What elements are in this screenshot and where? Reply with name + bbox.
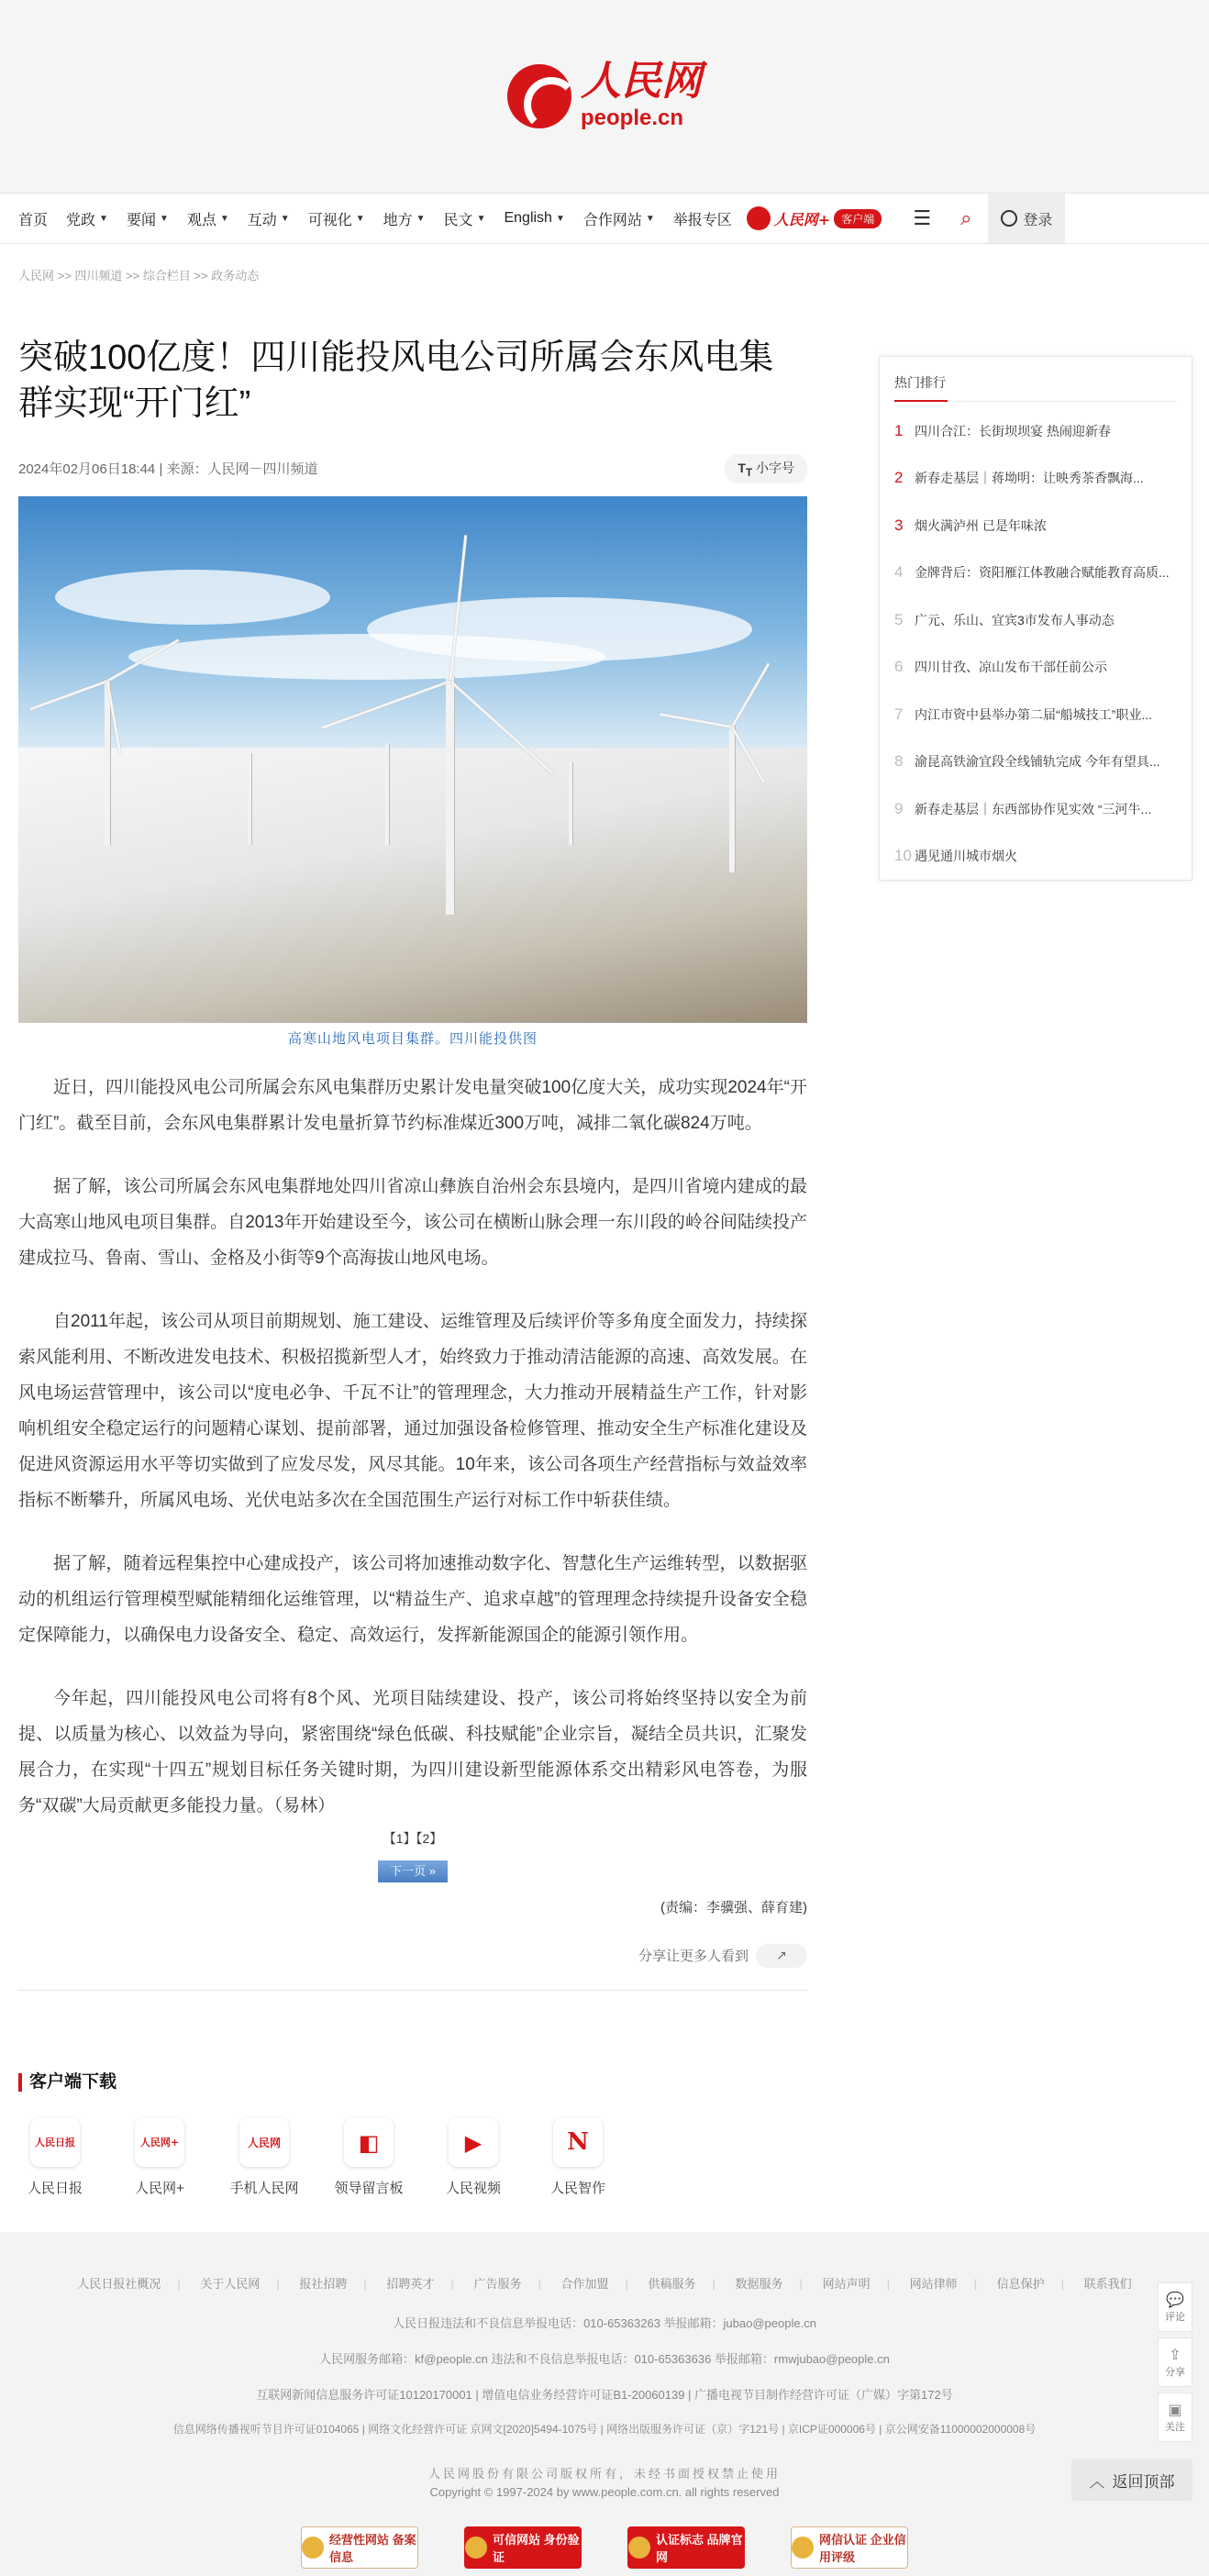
font-size-button[interactable]: $T_T$ 小字号 bbox=[725, 454, 807, 483]
share-arrow-icon: ↗ bbox=[776, 1948, 787, 1963]
app-renmin-ribao[interactable]: 人民日报 人民日报 bbox=[18, 2117, 92, 2197]
hot-item[interactable]: 5 广元、乐山、宜宾3市发布人事动态 bbox=[894, 610, 1115, 628]
share-text: 分享让更多人看到 bbox=[638, 1949, 749, 1965]
app-leader-board[interactable]: ◧ 领导留言板 bbox=[332, 2117, 405, 2197]
header-banner bbox=[0, 0, 1209, 193]
article bbox=[18, 335, 807, 1991]
footer-link[interactable]: 网站声明 bbox=[822, 2277, 871, 2291]
follow-icon: ▣ bbox=[1168, 2403, 1182, 2418]
chevron-down-icon: ▼ bbox=[280, 213, 290, 224]
follow-button[interactable]: ▣ 关注 bbox=[1158, 2393, 1192, 2442]
publish-info: 2024年02月06日18:44 | 来源：人民网－四川频道 bbox=[18, 461, 318, 478]
chevron-down-icon: ▼ bbox=[99, 213, 108, 224]
user-icon bbox=[1001, 210, 1017, 227]
pagination[interactable]: 【1】【2】 bbox=[383, 1830, 443, 1846]
article-paragraph: 近日，四川能投风电公司所属会东风电集群历史累计发电量突破100亿度大关，成功实现2024年“开门红”。截至目前，会东风电集群累计发电量折算节约标准煤近300万吨，减排二氧化碳824万吨。 bbox=[18, 1077, 807, 1133]
footer-link[interactable]: 网站律师 bbox=[909, 2277, 958, 2291]
chevron-down-icon: ▼ bbox=[159, 213, 169, 224]
copyright-en: Copyright © 1997-2024 by www.people.com.cn. all rights reserved bbox=[429, 2485, 780, 2499]
app-people-video[interactable]: ▶ 人民视频 bbox=[437, 2117, 510, 2197]
chevron-down-icon: ▼ bbox=[555, 213, 565, 224]
article-paragraph: 自2011年起，该公司从项目前期规划、施工建设、运维管理及后续评价等多角度全面发力，持续探索风能利用、不断改进发电技术、积极招揽新型人才，始终致力于推动清洁能源的高速、高效发展。在风电场运营管理中，该公司以“度电必争、千瓦不让”的管理理念，大力推动开展精益生产工作，针对影响机组安全稳定运行的问题精心谋划、提前部署，通过加强设备检修管理、推动安全生产标准化建设及促进风资源运用水平等切实做到了应发尽发，风尽其能。10年来，该公司各项生产经营指标与效益效率指标不断攀升，所属风电场、光伏电站多次在全国范围生产运行对标工作中斩获佳绩。 bbox=[18, 1311, 807, 1510]
hot-item[interactable]: 9 新春走基层｜东西部协作见实效 “三河牛... bbox=[894, 799, 1152, 817]
nav-guandian[interactable]: 观点 ▼ bbox=[186, 212, 229, 228]
badge-trusted-site[interactable]: 可信网站 身份验证 bbox=[464, 2526, 582, 2569]
app-pill: 客户端 bbox=[834, 209, 882, 228]
nav-difang[interactable]: 地方 ▼ bbox=[383, 212, 426, 228]
credit-seal-icon bbox=[792, 2537, 814, 2559]
app-downloads-title: 客户端下载 bbox=[18, 2073, 807, 2092]
footer-links: 人民日报社概况 | 关于人民网 | 报社招聘 | 招聘英才 | 广告服务 | 合作加盟 | 供稿服务 | 数据服务 | 网站声明 | 网站律师 | 信息保护 | 联系我们 bbox=[0, 2274, 1209, 2292]
back-to-top-button[interactable]: ︿ 返回顶部 bbox=[1071, 2459, 1192, 2501]
footer-permit-line: 信息网络传播视听节目许可证0104065 | 网络文化经营许可证 京网文[2020]5494-1075号 | 网络出版服务许可证（京）字121号 | 京ICP证000006号 | 京公网安备11000002000008号 bbox=[172, 2423, 1037, 2436]
article-photo bbox=[18, 496, 807, 1023]
logo-emblem-icon bbox=[507, 64, 571, 128]
chevron-up-icon: ︿ bbox=[1089, 2472, 1105, 2491]
main-nav bbox=[0, 193, 1209, 244]
app-renmin-wang-plus[interactable]: 人民网+ 人民网+ bbox=[123, 2117, 196, 2197]
footer-link[interactable]: 数据服务 bbox=[735, 2277, 783, 2291]
divider bbox=[18, 1990, 807, 1991]
search-icon[interactable]: ⌕ bbox=[960, 206, 972, 229]
nav-minwen[interactable]: 民文 ▼ bbox=[443, 212, 486, 228]
nav-home[interactable]: 首页 bbox=[18, 212, 49, 228]
footer-license-line: 互联网新闻信息服务许可证10120170001 | 增值电信业务经营许可证B1-20060139 | 广播电视节目制作经营许可证（广媒）字第172号 bbox=[256, 2388, 953, 2402]
footer-link[interactable]: 报社招聘 bbox=[299, 2277, 348, 2291]
check-shield-icon bbox=[465, 2537, 487, 2559]
site-logo[interactable] bbox=[507, 58, 702, 131]
hot-ranking-panel bbox=[879, 356, 1192, 881]
leader-message-icon: ◧ bbox=[344, 2117, 394, 2167]
article-paragraph: 据了解，该公司所属会东风电集群地处四川省凉山彝族自治州会东县境内，是四川省境内建成的最大高寒山地风电项目集群。自2013年开始建设至今，该公司在横断山脉会理一东川段的岭谷间陆续投产建成拉马、鲁南、雪山、金格及小街等9个高海拔山地风电场。 bbox=[18, 1176, 807, 1268]
footer-link[interactable]: 关于人民网 bbox=[200, 2277, 261, 2291]
footer-link[interactable]: 招聘英才 bbox=[386, 2277, 435, 2291]
share-icon: ⇪ bbox=[1169, 2348, 1181, 2363]
app-name: 人民网+ bbox=[773, 210, 831, 228]
nav-dangzheng[interactable]: 党政 ▼ bbox=[66, 212, 108, 228]
chevron-down-icon: ▼ bbox=[219, 213, 229, 224]
chevron-down-icon: ▼ bbox=[416, 213, 426, 224]
logo-en-text: people.cn bbox=[581, 105, 684, 130]
share-bar bbox=[18, 1944, 807, 1968]
play-icon: ▶ bbox=[449, 2117, 498, 2167]
footer-report-line: 人民日报违法和不良信息举报电话：010-65363263 举报邮箱：jubao@people.cn bbox=[393, 2316, 816, 2330]
comment-button[interactable]: 💬 评论 bbox=[1158, 2282, 1192, 2332]
footer-service-line: 人民网服务邮箱：kf@people.cn 违法和不良信息举报电话：010-65363636 举报邮箱：rmwjubao@people.cn bbox=[319, 2352, 890, 2366]
renmin-wang-plus-icon: 人民网+ bbox=[135, 2117, 184, 2167]
article-paragraph: 据了解，随着远程集控中心建成投产，该公司将加速推动数字化、智慧化生产运维转型，以数据驱动的机组运行管理模型赋能精细化运维管理，以“精益生产、追求卓越”的管理理念持续提升设备安全稳定保障能力，以确保电力设备安全、稳定、高效运行，发挥新能源国企的能源引领作用。 bbox=[18, 1553, 807, 1645]
app-downloads bbox=[18, 2073, 807, 2197]
chevron-down-icon: ▼ bbox=[476, 213, 486, 224]
nav-report[interactable]: 举报专区 bbox=[672, 212, 732, 228]
font-size-icon: $T_T$ bbox=[738, 461, 753, 479]
app-people-zhizuo[interactable]: N 人民智作 bbox=[541, 2117, 615, 2197]
hot-item[interactable]: 3 烟火满泸州 已是年味浓 bbox=[894, 516, 1047, 534]
footer-link[interactable]: 联系我们 bbox=[1083, 2277, 1132, 2291]
app-logo-icon bbox=[747, 206, 771, 230]
hot-item[interactable]: 7 内江市资中县举办第二届“船城技工”职业... bbox=[894, 705, 1152, 723]
trust-badges bbox=[0, 2526, 1209, 2569]
comment-icon: 💬 bbox=[1166, 2293, 1184, 2308]
footer-link[interactable]: 供稿服务 bbox=[648, 2277, 696, 2291]
footer bbox=[0, 2232, 1209, 2576]
photo-caption: 高寒山地风电项目集群。四川能投供图 bbox=[287, 1029, 538, 1047]
share-tool-button[interactable]: ⇪ 分享 bbox=[1158, 2337, 1192, 2387]
nav-yaowen[interactable]: 要闻 ▼ bbox=[126, 212, 169, 228]
certified-icon bbox=[628, 2537, 650, 2559]
nav-partners[interactable]: 合作网站 ▼ bbox=[582, 212, 655, 228]
hot-item[interactable]: 1 四川合江：长街坝坝宴 热闹迎新春 bbox=[894, 421, 1111, 439]
share-button[interactable] bbox=[756, 1944, 807, 1968]
zhizuo-icon: N bbox=[553, 2117, 603, 2167]
nav-english[interactable]: English ▼ bbox=[504, 210, 565, 226]
double-chevron-right-icon: » bbox=[428, 1863, 436, 1878]
hot-item[interactable]: 4 金牌背后：资阳雁江体教融合赋能教育高质... bbox=[894, 563, 1170, 582]
footer-link[interactable]: 合作加盟 bbox=[560, 2277, 609, 2291]
login-button[interactable]: 登录 bbox=[988, 194, 1065, 243]
article-title: 突破100亿度！四川能投风电公司所属会东风电集群实现“开门红” bbox=[18, 339, 774, 423]
article-meta bbox=[18, 454, 807, 483]
hot-item[interactable]: 10 遇见通川城市烟火 bbox=[894, 847, 1017, 865]
emblem-icon bbox=[302, 2537, 324, 2559]
nav-hudong[interactable]: 互动 ▼ bbox=[247, 212, 290, 228]
app-mobile-people[interactable]: 人民网 手机人民网 bbox=[227, 2117, 301, 2197]
badge-icp[interactable]: 经营性网站 备案信息 bbox=[301, 2526, 418, 2569]
breadcrumb[interactable]: 人民网 >> 四川频道 >> 综合栏目 >> 政务动态 bbox=[18, 269, 260, 283]
app-client-link[interactable] bbox=[747, 206, 882, 230]
chevron-down-icon: ▼ bbox=[355, 213, 365, 224]
footer-link[interactable]: 广告服务 bbox=[473, 2277, 522, 2291]
badge-brand[interactable]: 认证标志 品牌官网 bbox=[627, 2526, 745, 2569]
footer-link[interactable]: 信息保护 bbox=[996, 2277, 1045, 2291]
badge-credit[interactable]: 网信认证 企业信用评级 bbox=[791, 2526, 908, 2569]
next-page-button[interactable]: 下一页 » bbox=[378, 1860, 448, 1882]
chevron-down-icon: ▼ bbox=[645, 213, 655, 224]
nav-keshihua[interactable]: 可视化 ▼ bbox=[307, 212, 365, 228]
footer-link[interactable]: 人民日报社概况 bbox=[77, 2277, 161, 2291]
hot-ranking-title: 热门排行 bbox=[894, 373, 1177, 402]
mobile-people-icon: 人民网 bbox=[239, 2117, 289, 2167]
hot-item[interactable]: 8 渝昆高铁渝宜段全线铺轨完成 今年有望具... bbox=[894, 752, 1160, 771]
menu-icon[interactable]: ☰ bbox=[913, 206, 932, 229]
editor-credit: (责编：李骥强、薛育建) bbox=[660, 1899, 807, 1915]
floating-tools bbox=[1158, 2282, 1192, 2448]
renmin-ribao-icon: 人民日报 bbox=[30, 2117, 80, 2167]
hot-item[interactable]: 6 四川甘孜、凉山发布干部任前公示 bbox=[894, 658, 1107, 676]
logo-cn-text: 人民网 bbox=[581, 58, 702, 105]
hot-item[interactable]: 2 新春走基层｜蒋坳明：让映秀茶香飘海... bbox=[894, 469, 1144, 487]
article-paragraph: 今年起，四川能投风电公司将有8个风、光项目陆续建设、投产，该公司将始终坚持以安全为前提、以质量为核心、以效益为导向，紧密围绕“绿色低碳、科技赋能”企业宗旨，凝结全员共识，汇聚发展合力，在实现“十四五”规划目标任务关键时期，为四川建设新型能源体系交出精彩风电答卷，为服务“双碳”大局贡献更多能投力量。（易林） bbox=[18, 1688, 807, 1815]
copyright-cn: 人民网股份有限公司版权所有，未经书面授权禁止使用 bbox=[427, 2467, 781, 2481]
